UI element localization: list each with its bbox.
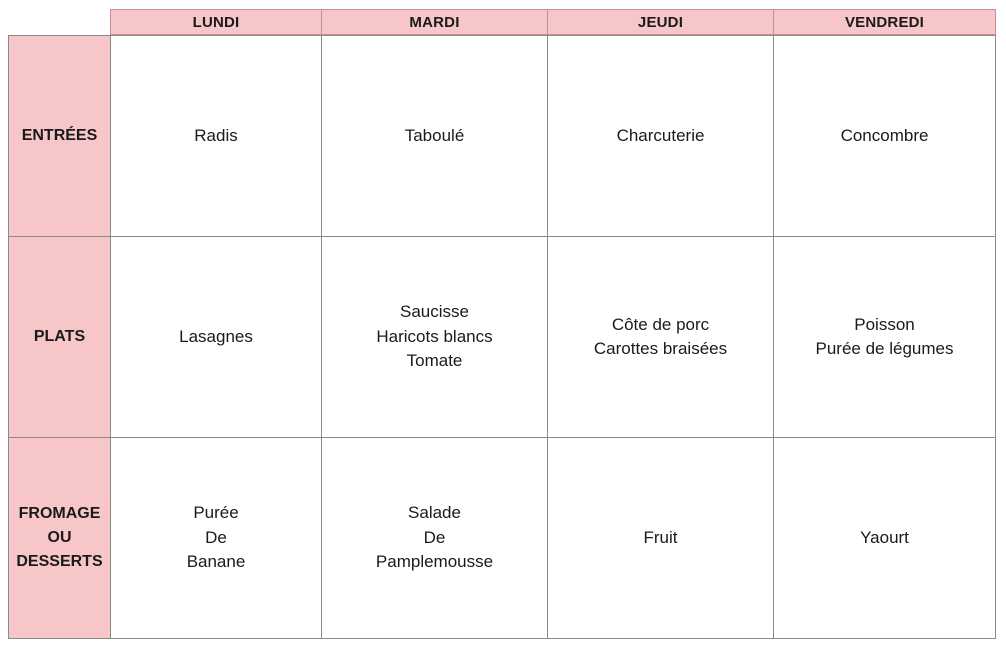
row-header-entrees	[8, 35, 111, 237]
day-header-label: MARDI	[409, 13, 460, 31]
menu-cell-vendredi-entrees	[773, 35, 996, 237]
menu-item: Taboulé	[404, 125, 465, 145]
row-header-fromage-ou-desserts	[8, 437, 111, 639]
menu-item: Pamplemousse	[375, 552, 494, 572]
row-header-plats	[8, 236, 111, 438]
menu-item: Côte de porc	[611, 314, 710, 334]
menu-cell-jeudi-desserts	[547, 437, 774, 639]
day-header-lundi	[110, 9, 322, 35]
menu-item: Fruit	[643, 527, 678, 547]
menu-item: De	[423, 527, 446, 547]
menu-item: Lasagnes	[179, 326, 253, 346]
menu-item: Concombre	[840, 125, 929, 145]
weekly-menu-table	[8, 9, 996, 639]
day-header-label: VENDREDI	[844, 13, 925, 31]
menu-item: Purée	[193, 503, 239, 523]
menu-item: Purée de légumes	[815, 339, 954, 358]
day-header-mardi	[321, 9, 548, 35]
row-header-label: PLATS	[33, 328, 86, 345]
menu-item: Yaourt	[860, 527, 909, 547]
row-header-label: FROMAGE	[18, 505, 101, 522]
menu-item: Banane	[186, 552, 246, 572]
menu-cell-vendredi-desserts	[773, 437, 996, 639]
row-header-label: ENTRÉES	[21, 127, 98, 144]
day-header-label: JEUDI	[637, 13, 684, 31]
menu-item: Tomate	[406, 351, 463, 371]
day-header-jeudi	[547, 9, 774, 35]
menu-item: De	[205, 527, 227, 547]
menu-item: Charcuterie	[616, 125, 705, 145]
menu-cell-jeudi-plats	[547, 236, 774, 438]
menu-cell-mardi-entrees	[321, 35, 548, 237]
menu-item: Haricots blancs	[376, 326, 493, 346]
day-header-vendredi	[773, 9, 996, 35]
menu-cell-mardi-plats	[321, 236, 548, 438]
menu-cell-lundi-desserts	[110, 437, 322, 639]
menu-item: Saucisse	[400, 302, 469, 322]
menu-cell-lundi-entrees	[110, 35, 322, 237]
menu-cell-lundi-plats	[110, 236, 322, 438]
menu-item: Radis	[194, 125, 238, 145]
day-header-label: LUNDI	[192, 13, 240, 31]
menu-cell-jeudi-entrees	[547, 35, 774, 237]
row-header-label: DESSERTS	[16, 553, 103, 570]
menu-cell-vendredi-plats	[773, 236, 996, 438]
menu-item: Salade	[408, 503, 461, 523]
menu-item: Carottes braisées	[593, 339, 728, 358]
menu-cell-mardi-desserts	[321, 437, 548, 639]
row-header-label: OU	[47, 529, 72, 546]
menu-item: Poisson	[854, 314, 915, 334]
